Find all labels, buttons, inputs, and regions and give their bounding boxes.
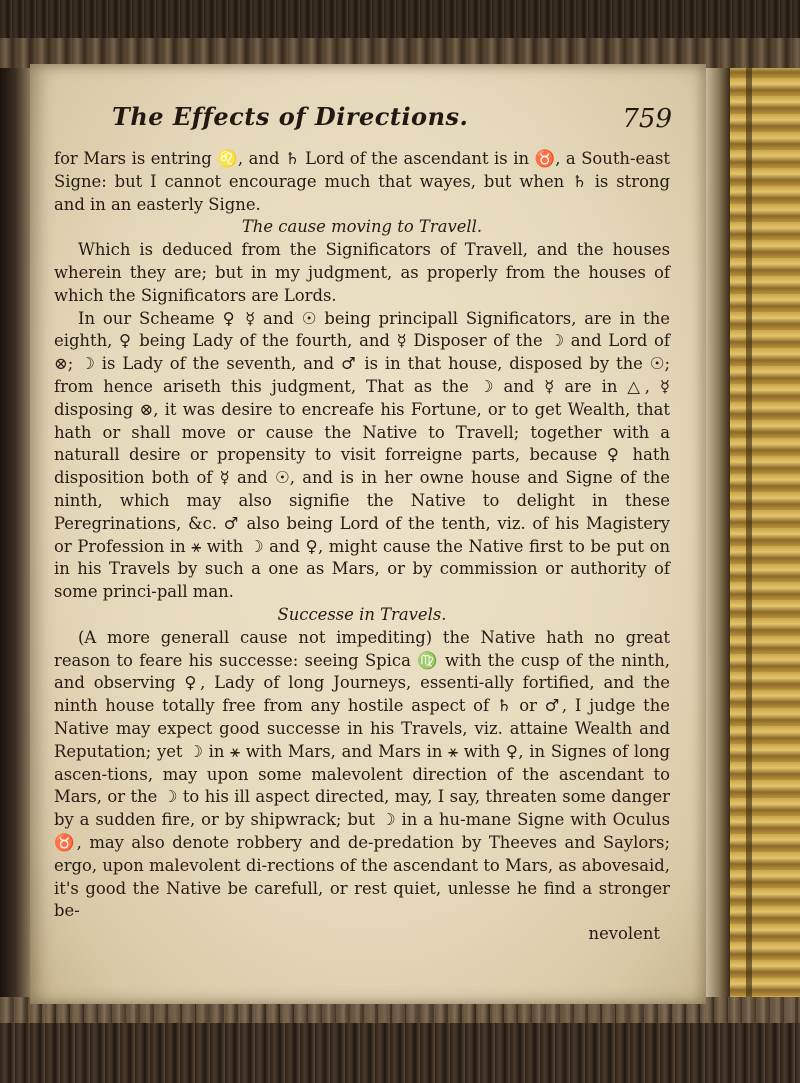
body-text	[54, 148, 670, 946]
paragraph: Which is deduced from the Significators of Travell, and the houses wherein they are; but in my judgment, as properly from the houses of which the Significators are Lords.	[54, 240, 670, 305]
catchword: nevolent	[588, 924, 660, 944]
book-page	[30, 64, 706, 1004]
paragraph: (A more generall cause not impediting) the Native hath no great reason to feare his successe: seeing Spica ♍ with the cusp of the ninth, and observing ♀, Lady of long Journeys, essenti-ally fortified, and the ninth house totally free from any hostile aspect of ♄ or ♂, I judge the Native may expect good successe in his Travels, viz. attaine Wealth and Reputation; yet ☽ in ⚹ with Mars, and Mars in ⚹ with ♀, in Signes of long ascen-tions, may upon some malevolent direction of the ascendant to Mars, or the ☽ to his ill aspect directed, may, I say, threaten some danger by a sudden fire, or by shipwrack; but ☽ in a hu-mane Signe with Oculus ♉, may also denote robbery and de-predation by Theeves and Saylors; ergo, upon malevolent di-rections of the ascendant to Mars, as abovesaid, it's good the Native be carefull, or rest quiet, unlesse he find a stronger be-	[54, 627, 670, 921]
paragraph: In our Scheame ♀ ☿ and ☉ being principall Significators, are in the eighth, ♀ being Lady of the fourth, and ☿ Disposer of the ☽ and Lord of ⊗; ☽ is Lady of the seventh, and ♂ is in that house, disposed by the ☉; from hence ariseth this judgment, That as the ☽ and ☿ are in △, ☿ disposing ⊗, it was desire to encreafe his Fortune, or to get Wealth, that hath or shall move or cause the Native to Travell; together with a naturall desire or propensity to visit forreigne parts, because ♀ hath disposition both of ☿ and ☉, and is in her owne house and Signe of the ninth, which may also signifie the Native to delight in these Peregrinations, &c. ♂ also being Lord of the tenth, viz. of his Magistery or Profession in ⚹ with ☽ and ♀, might cause the Native first to be put on in his Travels by such a one as Mars, or by commission or authority of some princi-pall man.	[54, 308, 670, 602]
section-heading: Successe in Travels.	[277, 604, 447, 624]
paragraph: for Mars is entring ♌, and ♄ Lord of the ascendant is in ♉, a South-east Signe: but I cannot encourage much that wayes, but when ♄ is strong and in an easterly Signe.	[54, 149, 670, 214]
page-number: 759	[622, 104, 672, 134]
book-edge-right	[702, 60, 800, 1020]
running-head	[112, 102, 672, 138]
scan-top-border	[0, 0, 800, 68]
scan-bottom-border	[0, 997, 800, 1083]
section-heading: The cause moving to Travell.	[241, 217, 483, 237]
running-title: The Effects of Directions.	[112, 102, 469, 131]
